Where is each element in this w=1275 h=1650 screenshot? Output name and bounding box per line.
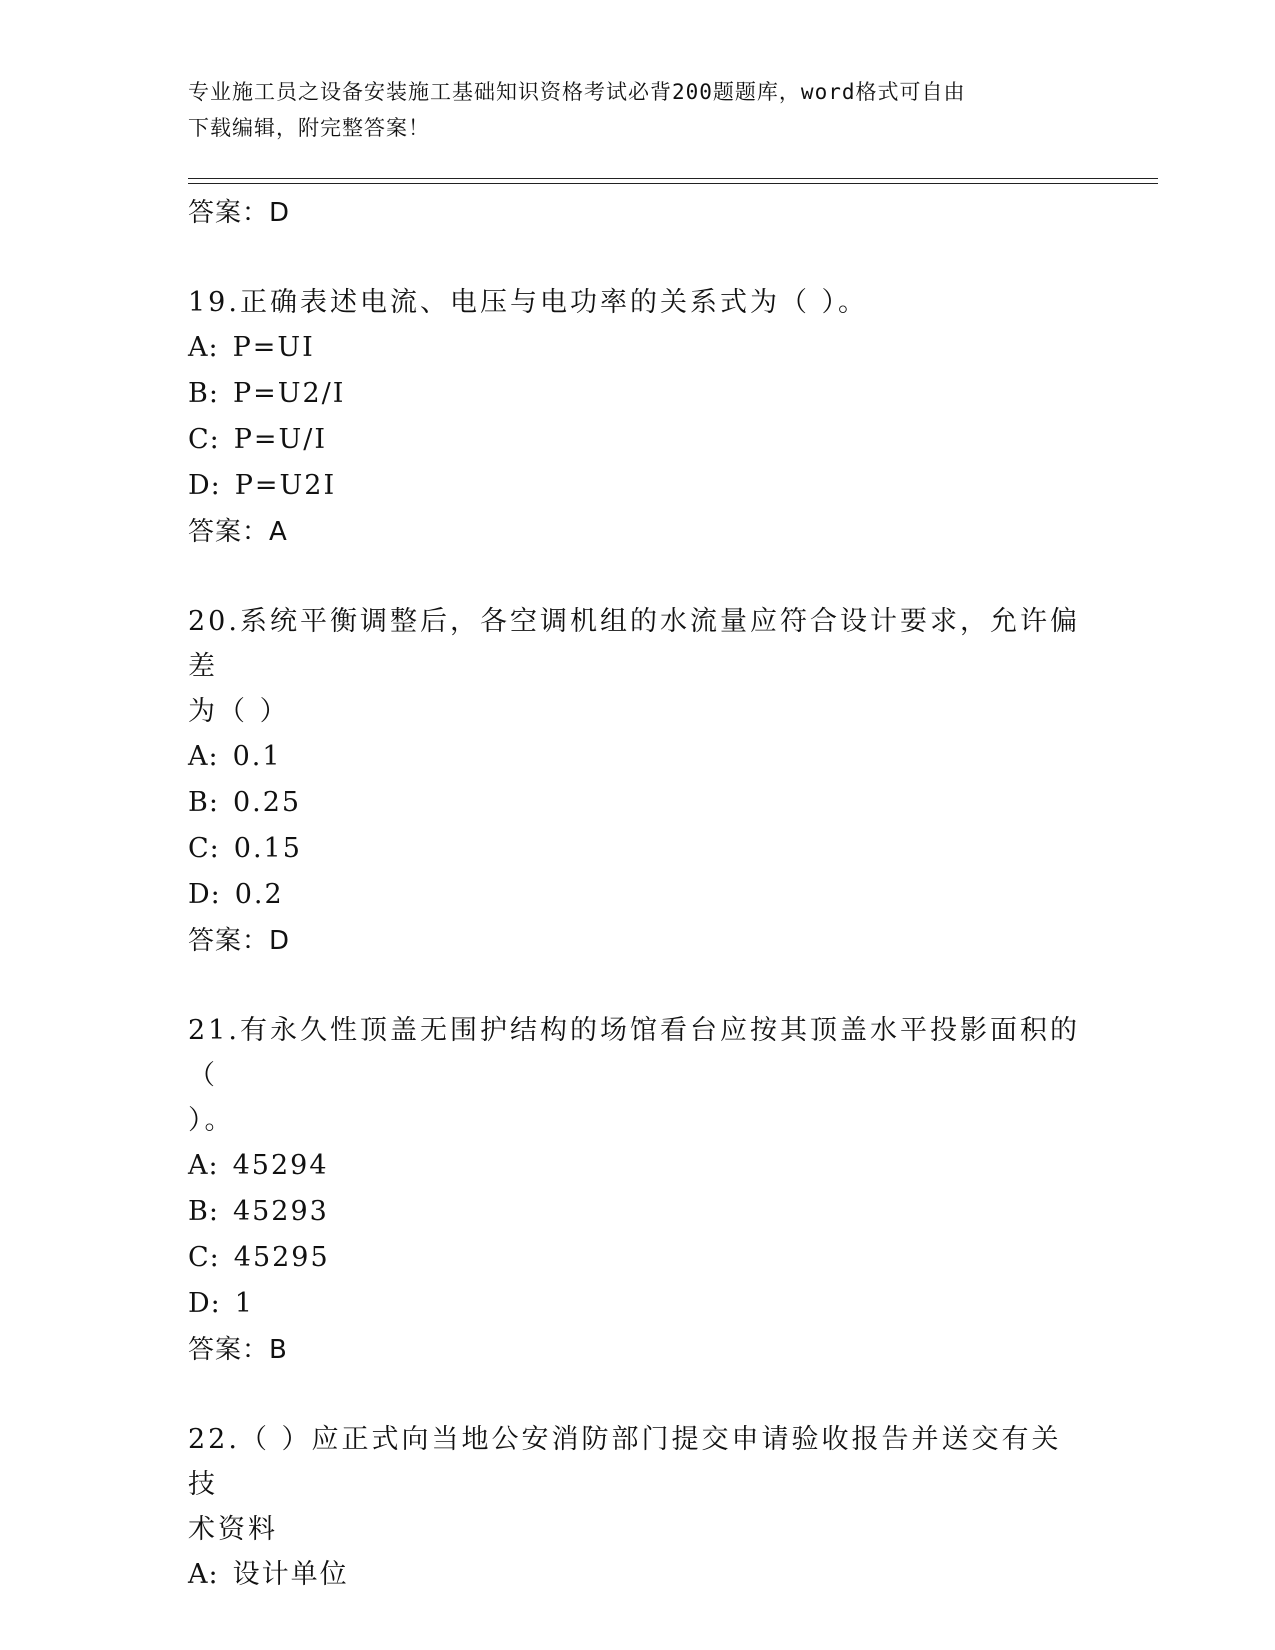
- question-stem: 22.（ ）应正式向当地公安消防部门提交申请验收报告并送交有关技: [188, 1424, 1062, 1500]
- option-key: A:: [188, 1559, 219, 1590]
- option-d: [188, 463, 1088, 509]
- question-20: [188, 599, 1088, 964]
- option-text: 45293: [232, 1196, 329, 1227]
- option-text: P=U2/I: [232, 378, 346, 409]
- question-stem: 19.正确表述电流、电压与电功率的关系式为（ ）。: [188, 287, 869, 318]
- option-text: 45294: [232, 1150, 329, 1181]
- header-rule-top: [188, 178, 1158, 179]
- option-text: 1: [234, 1288, 254, 1319]
- option-text: P=U2I: [234, 470, 337, 501]
- question-stem-continued: 术资料: [188, 1514, 278, 1545]
- header-line-2: 下载编辑，附完整答案！: [188, 116, 430, 140]
- question-22: [188, 1417, 1088, 1598]
- option-b: [188, 371, 1088, 417]
- option-text: 0.15: [233, 833, 302, 864]
- document-body: [188, 190, 1088, 1598]
- option-key: A:: [188, 741, 219, 772]
- option-text: P=U/I: [233, 424, 328, 455]
- answer-line: 答案：B: [188, 1335, 288, 1365]
- option-text: 45295: [233, 1242, 330, 1273]
- option-key: B:: [188, 787, 219, 818]
- question-stem: 20.系统平衡调整后，各空调机组的水流量应符合设计要求，允许偏差: [188, 606, 1080, 682]
- option-key: D:: [188, 1288, 221, 1319]
- question-19: [188, 280, 1088, 555]
- answer-line: 答案：D: [188, 926, 291, 956]
- option-key: C:: [188, 1242, 220, 1273]
- option-b: [188, 1189, 1088, 1235]
- option-text: 0.2: [234, 879, 284, 910]
- option-d: [188, 872, 1088, 918]
- option-a: [188, 1143, 1088, 1189]
- option-key: A:: [188, 1150, 219, 1181]
- header-rule-bottom: [188, 183, 1158, 184]
- option-c: [188, 826, 1088, 872]
- option-key: A:: [188, 332, 219, 363]
- option-text: 0.25: [232, 787, 302, 818]
- option-a: [188, 734, 1088, 780]
- option-key: C:: [188, 833, 220, 864]
- option-text: 0.1: [232, 741, 282, 772]
- option-text: 设计单位: [232, 1559, 349, 1590]
- answer-line: 答案：A: [188, 517, 288, 547]
- question-stem: 21.有永久性顶盖无围护结构的场馆看台应按其顶盖水平投影面积的（: [188, 1015, 1080, 1091]
- option-b: [188, 780, 1088, 826]
- option-key: C:: [188, 424, 220, 455]
- question-stem-continued: 为（ ）: [188, 696, 290, 727]
- answer-line: 答案：D: [188, 198, 291, 228]
- option-key: B:: [188, 1196, 219, 1227]
- header-line-1: 专业施工员之设备安装施工基础知识资格考试必背200题题库，word格式可自由: [188, 80, 966, 104]
- option-text: P=UI: [232, 332, 315, 363]
- option-a: [188, 1552, 1088, 1598]
- option-d: [188, 1281, 1088, 1327]
- question-21: [188, 1008, 1088, 1373]
- option-key: B:: [188, 378, 219, 409]
- option-c: [188, 417, 1088, 463]
- question-stem-continued: ）。: [188, 1105, 235, 1136]
- document-header: [188, 74, 1088, 146]
- option-a: [188, 325, 1088, 371]
- option-key: D:: [188, 470, 221, 501]
- option-c: [188, 1235, 1088, 1281]
- option-key: D:: [188, 879, 221, 910]
